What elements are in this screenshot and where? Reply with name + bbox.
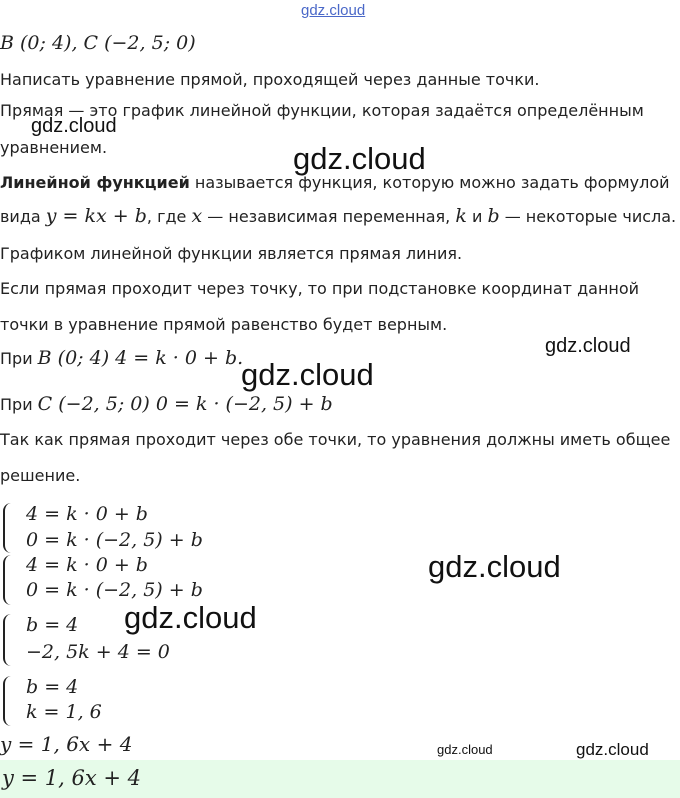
formula: y = kx + b [45, 205, 147, 227]
system-eq: k = 1, 6 [26, 701, 102, 723]
system-brace [3, 555, 15, 605]
paragraph-line: Если прямая проходит через точку, то при подстановке координат данной [0, 279, 640, 298]
watermark: gdz.cloud [576, 740, 649, 759]
var-x: x [191, 205, 203, 227]
watermark: gdz.cloud [31, 115, 117, 137]
system-eq: 4 = k · 0 + b [26, 554, 148, 576]
text: При [0, 395, 38, 414]
points-line: B (0; 4), C (−2, 5; 0) [0, 32, 196, 54]
paragraph-line: Прямая — это график линейной функции, которая задаётся определённым [0, 101, 644, 120]
watermark: gdz.cloud [241, 357, 374, 392]
text: и [466, 207, 488, 226]
watermark: gdz.cloud [437, 742, 493, 757]
system-brace [3, 614, 15, 666]
task-text: Написать уравнение прямой, проходящей через данные точки. [0, 70, 540, 89]
watermark: gdz.cloud [545, 335, 631, 357]
definition-formula-line [0, 205, 676, 227]
paragraph-line: Графиком линейной функции является прямая линия. [0, 244, 463, 263]
substitution-c [0, 393, 333, 415]
text: , где [146, 207, 192, 226]
definition-line [0, 173, 670, 192]
paragraph-line: уравнением. [0, 138, 108, 157]
text: — независимая переменная, [202, 207, 456, 226]
watermark-top[interactable]: gdz.cloud [301, 2, 366, 19]
system-brace [3, 503, 15, 553]
system-eq: −2, 5k + 4 = 0 [26, 641, 170, 663]
substitution-b [0, 347, 243, 369]
var-b: b [487, 205, 500, 227]
formula: C (−2, 5; 0) 0 = k · (−2, 5) + b [37, 393, 333, 415]
watermark: gdz.cloud [428, 549, 561, 584]
paragraph-line: точки в уравнение прямой равенство будет верным. [0, 315, 448, 334]
var-k: k [455, 205, 467, 227]
system-eq: b = 4 [26, 614, 79, 636]
definition-term: Линейной функцией [0, 173, 190, 192]
system-eq: 0 = k · (−2, 5) + b [26, 579, 203, 601]
text: — некоторые числа. [499, 207, 677, 226]
watermark: gdz.cloud [293, 141, 426, 176]
answer-equation: y = 1, 6x + 4 [2, 766, 142, 790]
paragraph-line: Так как прямая проходит через обе точки, то уравнения должны иметь общее [0, 430, 671, 449]
text: При [0, 349, 38, 368]
text: вида [0, 207, 46, 226]
system-eq: 4 = k · 0 + b [26, 503, 148, 525]
system-eq: 0 = k · (−2, 5) + b [26, 529, 203, 551]
result-equation: y = 1, 6x + 4 [0, 732, 133, 756]
answer-box [0, 760, 680, 798]
watermark: gdz.cloud [124, 600, 257, 635]
formula: B (0; 4) 4 = k · 0 + b. [37, 347, 244, 369]
definition-text: называется функция, которую можно задать формулой [189, 173, 670, 192]
system-eq: b = 4 [26, 676, 79, 698]
paragraph-line: решение. [0, 466, 81, 485]
system-brace [3, 676, 15, 726]
